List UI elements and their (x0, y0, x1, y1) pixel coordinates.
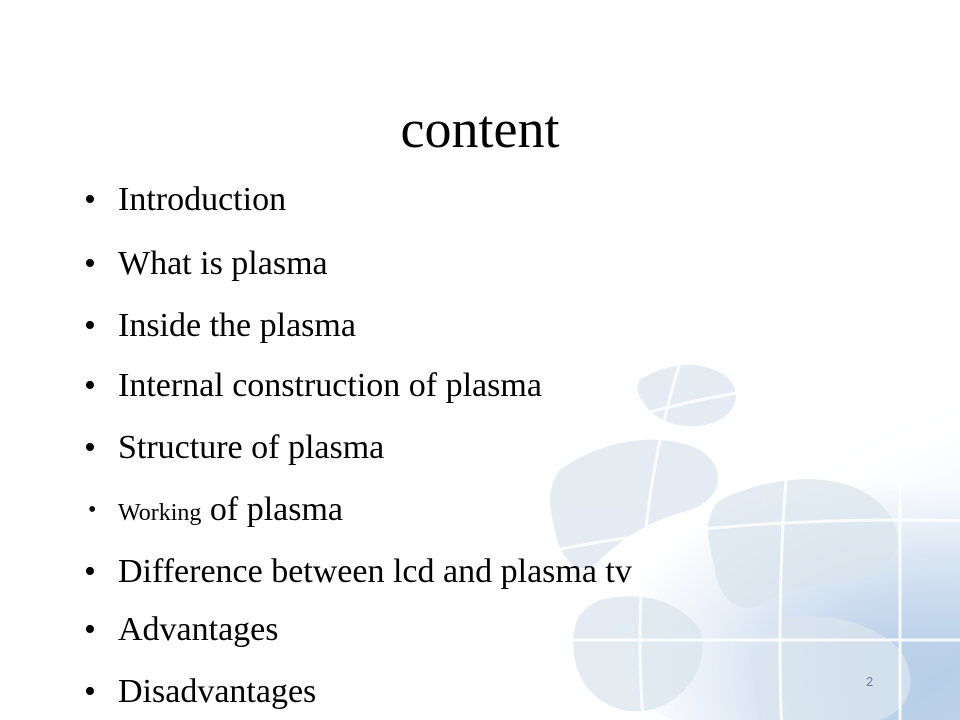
bullet-icon: • (84, 367, 96, 404)
bullet-icon: • (84, 553, 96, 590)
bullet-icon: • (84, 245, 96, 282)
bullet-text: Advantages (118, 611, 279, 648)
bullet-icon: • (84, 429, 96, 466)
bullet-text: Inside the plasma (118, 307, 356, 344)
bullet-icon: • (84, 673, 96, 710)
bullet-text: Internal construction of plasma (118, 367, 542, 404)
bullet-text (118, 490, 343, 533)
bullet-text: What is plasma (118, 245, 328, 282)
bullet-icon: • (88, 497, 97, 523)
slide-page-number: 2 (866, 674, 874, 689)
bullet-icon: • (84, 611, 96, 648)
bullet-text: Difference between lcd and plasma tv (118, 553, 632, 590)
bullet-text: Structure of plasma (118, 429, 385, 466)
bullet-text-lead: Working (118, 500, 202, 526)
bullet-icon: • (84, 181, 96, 218)
bullet-text-rest: of plasma (201, 491, 344, 528)
bullet-icon: • (84, 307, 96, 344)
bullet-text: Disadvantages (118, 673, 317, 710)
slide-title: content (400, 99, 560, 159)
bullet-text: Introduction (118, 181, 287, 218)
